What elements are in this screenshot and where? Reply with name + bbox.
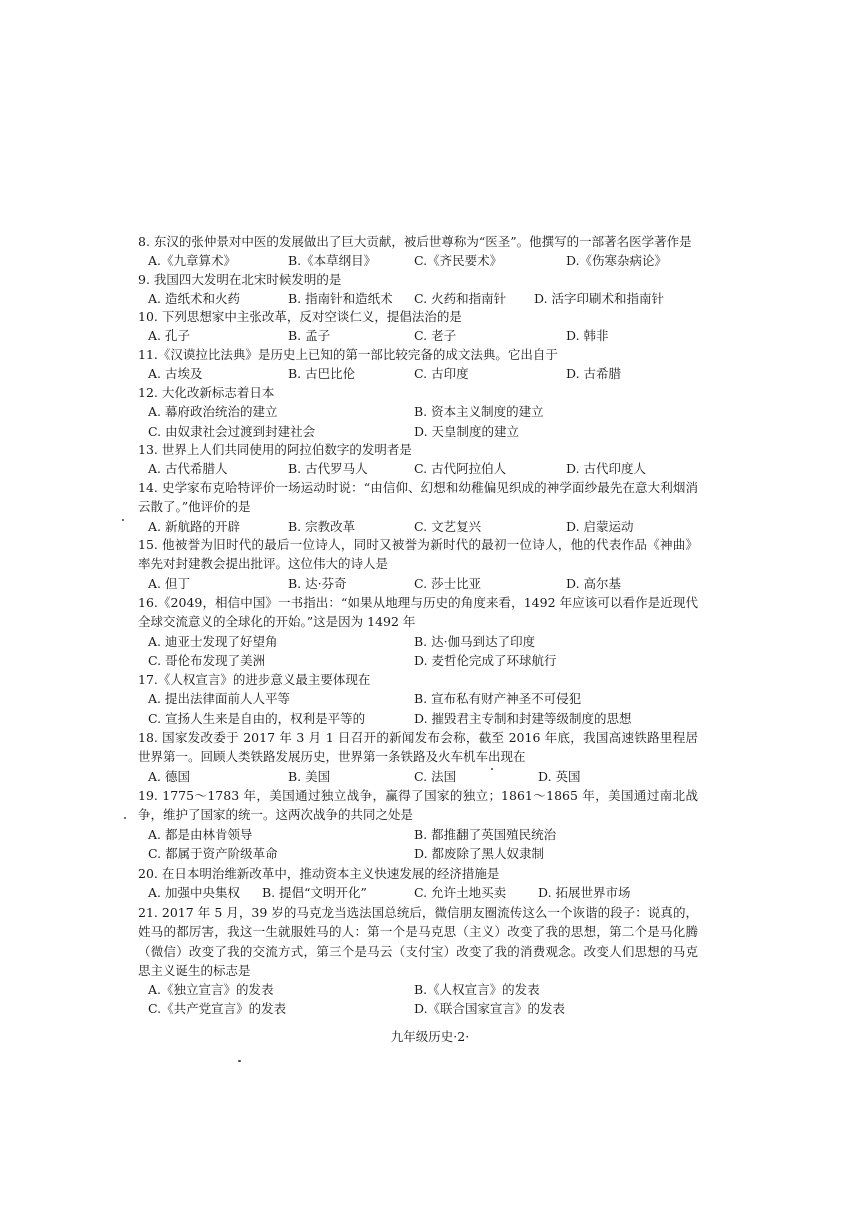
scan-speck <box>122 519 124 521</box>
option-c: C. 法国 <box>414 768 457 784</box>
option-a: A.《独立宣言》的发表 <box>148 982 274 998</box>
question-15 <box>138 535 698 593</box>
option-d: D. 高尔基 <box>566 575 622 591</box>
question-14 <box>138 478 698 536</box>
question-8 <box>138 232 698 271</box>
option-a: A. 古埃及 <box>148 366 203 382</box>
question-17 <box>138 670 698 728</box>
scan-speck <box>491 768 493 770</box>
scan-speck <box>238 1060 241 1062</box>
option-c: C. 火药和指南针 <box>414 291 507 307</box>
option-c: C. 允许土地买卖 <box>414 885 507 901</box>
option-c: C. 宣扬人生来是自由的，权利是平等的 <box>148 710 366 726</box>
option-d: D. 摧毁君主专制和封建等级制度的思想 <box>414 710 632 726</box>
question-11 <box>138 345 698 384</box>
option-b: B. 宗教改革 <box>288 518 356 534</box>
question-stem: 12. 大化改新标志着日本 <box>138 385 275 400</box>
option-d: D. 拓展世界市场 <box>538 885 631 901</box>
question-stem: 8. 东汉的张仲景对中医的发展做出了巨大贡献，被后世尊称为“医圣”。他撰写的一部著名医学著作是 <box>138 234 692 249</box>
option-b: B. 提倡“文明开化” <box>262 885 367 901</box>
question-10 <box>138 307 698 346</box>
option-a: A. 幕府政治统治的建立 <box>148 404 278 420</box>
option-b: B. 资本主义制度的建立 <box>414 404 544 420</box>
option-b: B. 古巴比伦 <box>288 366 356 382</box>
option-b: B. 孟子 <box>288 328 331 344</box>
option-d: D. 启蒙运动 <box>566 518 634 534</box>
option-c: C. 古印度 <box>414 366 469 382</box>
option-c: C. 古代阿拉伯人 <box>414 461 507 477</box>
option-d: D. 都废除了黑人奴隶制 <box>414 845 545 861</box>
option-d: D. 麦哲伦完成了环球航行 <box>414 652 557 668</box>
option-c: C. 都属于资产阶级革命 <box>148 845 278 861</box>
question-19 <box>138 786 698 863</box>
option-a: A. 都是由林肯领导 <box>148 826 253 842</box>
page-footer: 九年级历史·2· <box>390 1029 470 1044</box>
question-stem: 10. 下列思想家中主张改革，反对空谈仁义，提倡法治的是 <box>138 309 462 324</box>
option-d: D. 韩非 <box>566 328 609 344</box>
option-c: C. 文艺复兴 <box>414 518 482 534</box>
question-stem: 21. 2017 年 5 月，39 岁的马克龙当选法国总统后，微信朋友圈流传这么一个诙谐的段子：说真的，姓马的都厉害，我这一生就服姓马的人：第一个是马克思（主义）改变了我的思想，第二个是马化腾（微信）改变了我的交流方式，第三个是马云（支付宝）改变了我的消费观念。改变人们思想的马克思主义诞生的标志是 <box>138 905 698 978</box>
option-d: D. 古希腊 <box>566 366 622 382</box>
option-b: B.《本草纲目》 <box>288 253 377 269</box>
option-b: B.《人权宣言》的发表 <box>414 982 540 998</box>
option-a: A. 加强中央集权 <box>148 885 240 901</box>
question-9 <box>138 270 698 309</box>
option-a: A. 孔子 <box>148 328 190 344</box>
question-12 <box>138 383 698 441</box>
option-d: D.《联合国家宣言》的发表 <box>414 1001 566 1017</box>
question-18 <box>138 728 698 786</box>
option-b: B. 达·芬奇 <box>288 575 347 591</box>
option-d: D. 英国 <box>538 768 581 784</box>
option-c: C. 莎士比亚 <box>414 575 482 591</box>
option-a: A. 提出法律面前人人平等 <box>148 691 290 707</box>
option-c: C. 由奴隶社会过渡到封建社会 <box>148 423 316 439</box>
option-c: C.《共产党宣言》的发表 <box>148 1001 287 1017</box>
option-d: D. 古代印度人 <box>566 461 647 477</box>
option-d: D. 天皇制度的建立 <box>414 423 520 439</box>
option-b: B. 达·伽马到达了印度 <box>414 633 536 649</box>
question-20 <box>138 864 698 903</box>
option-c: C. 老子 <box>414 328 457 344</box>
option-b: B. 指南针和造纸术 <box>288 291 393 307</box>
option-a: A. 德国 <box>148 768 190 784</box>
option-a: A. 造纸术和火药 <box>148 291 240 307</box>
question-stem: 11.《汉谟拉比法典》是历史上已知的第一部比较完备的成文法典。它出自于 <box>138 347 558 362</box>
option-c: C. 哥伦布发现了美洲 <box>148 652 266 668</box>
question-stem: 14. 史学家布克哈特评价一场运动时说：“由信仰、幻想和幼稚偏见织成的神学面纱最先在意大利烟消云散了。”他评价的是 <box>138 480 698 515</box>
option-b: B. 宣布私有财产神圣不可侵犯 <box>414 691 582 707</box>
option-c: C.《齐民要术》 <box>414 253 503 269</box>
scan-speck <box>124 817 126 819</box>
question-stem: 9. 我国四大发明在北宋时候发明的是 <box>138 272 342 287</box>
option-b: B. 古代罗马人 <box>288 461 368 477</box>
question-stem: 19. 1775～1783 年，美国通过独立战争，赢得了国家的独立；1861～1865 年，美国通过南北战争，维护了国家的统一。这两次战争的共同之处是 <box>138 788 698 823</box>
question-stem: 17.《人权宣言》的进步意义最主要体现在 <box>138 672 371 687</box>
option-a: A.《九章算术》 <box>148 253 237 269</box>
option-a: A. 古代希腊人 <box>148 461 228 477</box>
question-13 <box>138 440 698 479</box>
option-d: D.《伤寒杂病论》 <box>566 253 668 269</box>
question-21 <box>138 903 698 1019</box>
option-a: A. 迪亚士发现了好望角 <box>148 633 278 649</box>
option-b: B. 美国 <box>288 768 331 784</box>
question-stem: 15. 他被誉为旧时代的最后一位诗人，同时又被誉为新时代的最初一位诗人，他的代表作品《神曲》率先对封建教会提出批评。这位伟大的诗人是 <box>138 537 698 572</box>
question-stem: 20. 在日本明治维新改革中，推动资本主义快速发展的经济措施是 <box>138 866 500 881</box>
question-stem: 18. 国家发改委于 2017 年 3 月 1 日召开的新闻发布会称，截至 2016 年底，我国高速铁路里程居世界第一。回顾人类铁路发展历史，世界第一条铁路及火车机车出现在 <box>138 730 698 765</box>
option-d: D. 活字印刷术和指南针 <box>534 291 665 307</box>
question-stem: 16.《2049，相信中国》一书指出：“如果从地理与历史的角度来看，1492 年应该可以看作是近现代全球交流意义的全球化的开始。”这是因为 1492 年 <box>138 595 698 630</box>
question-stem: 13. 世界上人们共同使用的阿拉伯数字的发明者是 <box>138 442 412 457</box>
option-a: A. 新航路的开辟 <box>148 518 240 534</box>
option-a: A. 但丁 <box>148 575 190 591</box>
option-b: B. 都推翻了英国殖民统治 <box>414 826 557 842</box>
question-16 <box>138 593 698 670</box>
